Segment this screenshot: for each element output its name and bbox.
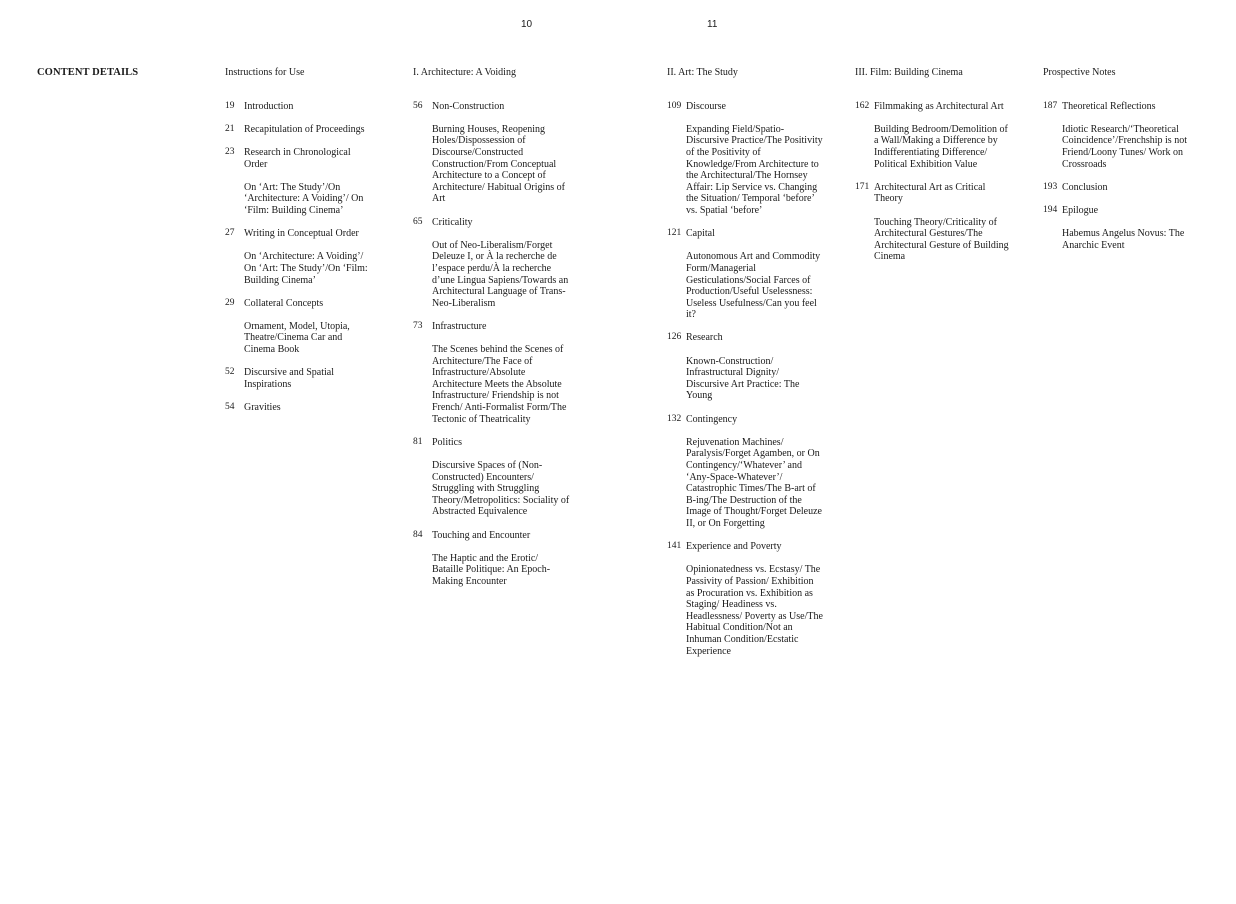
toc-entry (413, 217, 570, 310)
entry-title: Theoretical Reflections (1062, 100, 1156, 112)
toc-entry (413, 101, 570, 205)
entry-subtopics: Opinionatedness vs. Ecstasy/ The Passivity of Passion/ Exhibition as Procuration vs. Exhibition as Staging/ Headiness vs. Headlessness/ Poverty as Use/The Habitual Condition/Not an Inhuman Condition/Ecstatic Experience (686, 564, 823, 657)
entry-subtopics: Out of Neo-Liberalism/Forget Deleuze I, or À la recherche de l’espace perdu/À la recherche d’une Lingua Sapiens/Towards an Architectural Language of Trans-Neo-Liberalism (432, 239, 569, 309)
toc-entry (667, 541, 824, 657)
entry-subtopics: Known-Construction/ Infrastructural Dignity/ Discursive Art Practice: The Young (686, 355, 800, 402)
toc-entry (1043, 205, 1198, 251)
entry-title: Filmmaking as Architectural Art (874, 100, 1004, 112)
toc-entry (225, 402, 375, 414)
entry-title: Infrastructure (432, 320, 487, 332)
toc-column (1043, 67, 1198, 263)
page-number-left: 10 (521, 19, 533, 30)
entry-subtopics: Rejuvenation Machines/ Paralysis/Forget Agamben, or On Contingency/‘Whatever’ and ‘Any-Space-Whatever’/ Catastrophic Times/The B-art of B-ing/The Destruction of the Image of Thought/Forget Deleuze II, or On Forgetting (686, 436, 822, 529)
entry-subtopics: Touching Theory/Criticality of Architectural Gestures/The Architectural Gesture of Building Cinema (874, 216, 1009, 263)
entry-page-number: 65 (413, 216, 423, 227)
entry-title: Collateral Concepts (244, 297, 324, 309)
entry-subtopics: The Haptic and the Erotic/ Bataille Politique: An Epoch-Making Encounter (432, 552, 551, 587)
entry-page-number: 81 (413, 436, 423, 447)
entry-page-number: 21 (225, 123, 235, 134)
entry-page-number: 23 (225, 146, 235, 157)
toc-column (225, 67, 375, 425)
entry-page-number: 194 (1043, 204, 1058, 215)
entry-title: Capital (686, 228, 715, 240)
entry-page-number: 141 (667, 541, 682, 552)
entry-title: Conclusion (1062, 181, 1108, 193)
page-number-right: 11 (707, 19, 718, 30)
entry-page-number: 19 (225, 100, 235, 111)
entry-page-number: 132 (667, 413, 682, 424)
toc-entry (667, 228, 824, 321)
toc-entry (413, 530, 570, 588)
toc-entry (225, 147, 375, 217)
toc-entry (667, 101, 824, 217)
entry-subtopics: Autonomous Art and Commodity Form/Managerial Gesticulations/Social Farces of Production/Useful Uselessness: Useless Usefulness/Can you feel it? (686, 251, 821, 321)
section-heading: Prospective Notes (1043, 67, 1116, 78)
entry-title: Gravities (244, 402, 281, 414)
entry-title: Writing in Conceptual Order (244, 228, 359, 240)
toc-entry (413, 321, 570, 425)
entry-subtopics: Ornament, Model, Utopia, Theatre/Cinema Car and Cinema Book (244, 320, 350, 356)
toc-entry (413, 437, 570, 518)
entry-page-number: 52 (225, 367, 235, 378)
entry-title: Research in Chronological Order (244, 146, 351, 170)
entry-subtopics: Burning Houses, Reopening Holes/Dispossession of Discourse/Constructed Construction/From Conceptual Architecture to a Concept of Architecture/ Habitual Origins of Art (432, 123, 566, 205)
toc-entry (855, 101, 1012, 171)
entry-subtopics: Habemus Angelus Novus: The Anarchic Event (1062, 228, 1185, 251)
entry-page-number: 73 (413, 320, 423, 331)
entry-page-number: 193 (1043, 181, 1058, 192)
entry-title: Politics (432, 436, 463, 448)
entry-page-number: 109 (667, 100, 682, 111)
entry-page-number: 187 (1043, 100, 1058, 111)
section-heading: II. Art: The Study (667, 67, 738, 78)
entry-title: Introduction (244, 100, 294, 112)
toc-entry (225, 298, 375, 356)
toc-entry (1043, 101, 1198, 171)
entry-title: Touching and Encounter (432, 529, 531, 541)
toc-column (667, 67, 824, 669)
section-heading: I. Architecture: A Voiding (413, 67, 516, 78)
entry-title: Experience and Poverty (686, 541, 782, 553)
entry-title: Discursive and Spatial Inspirations (244, 367, 334, 390)
entry-subtopics: Expanding Field/Spatio-Discursive Practice/The Positivity of the Positivity of Knowledge/From Architecture to the Architectural/The Hornsey Affair: Lip Service vs. Changing the Situation/ Temporal ‘before’ vs. Spatial ‘before’ (686, 123, 823, 216)
entry-page-number: 56 (413, 100, 423, 111)
toc-entry (225, 124, 375, 136)
entry-title: Research (686, 332, 723, 344)
toc-entry (225, 101, 375, 113)
entry-subtopics: On ‘Art: The Study’/On ‘Architecture: A Voiding’/ On ‘Film: Building Cinema’ (244, 181, 364, 216)
entry-title: Architectural Art as Critical Theory (874, 181, 986, 205)
entry-page-number: 162 (855, 100, 870, 111)
toc-entry (225, 367, 375, 390)
entry-title: Epilogue (1062, 204, 1099, 216)
section-heading: III. Film: Building Cinema (855, 67, 963, 78)
entry-subtopics: Idiotic Research/‘Theoretical Coincidence’/Frenchship is not Friend/Loony Tunes/ Work on Crossroads (1062, 123, 1187, 170)
entry-page-number: 29 (225, 297, 235, 308)
entry-title: Recapitulation of Proceedings (244, 123, 365, 135)
toc-entry (667, 332, 824, 402)
section-heading: Instructions for Use (225, 67, 305, 78)
entry-subtopics: Building Bedroom/Demolition of a Wall/Making a Difference by Indifferentiating Difference/ Political Exhibition Value (874, 123, 1008, 170)
entry-title: Contingency (686, 413, 738, 425)
entry-page-number: 171 (855, 181, 870, 192)
entry-page-number: 84 (413, 529, 423, 540)
toc-entry (225, 228, 375, 286)
entry-subtopics: On ‘Architecture: A Voiding’/ On ‘Art: The Study’/On ‘Film: Building Cinema’ (244, 251, 368, 286)
toc-column (413, 67, 570, 599)
entry-title: Non-Construction (432, 100, 505, 112)
entry-page-number: 54 (225, 402, 235, 413)
toc-entry (855, 182, 1012, 263)
entry-page-number: 121 (667, 228, 682, 239)
toc-entry (667, 414, 824, 530)
entry-page-number: 126 (667, 332, 682, 343)
toc-entry (1043, 182, 1198, 194)
entry-subtopics: Discursive Spaces of (Non-Constructed) Encounters/ Struggling with Struggling Theory/Metropolitics: Sociality of Abstracted Equivalence (432, 460, 570, 518)
page-title: CONTENT DETAILS (37, 67, 139, 78)
entry-subtopics: The Scenes behind the Scenes of Architecture/The Face of Infrastructure/Absolute Architecture Meets the Absolute Infrastructure/ Friendship is not French/ Anti-Formalist Form/The Tectonic of Theatricality (432, 344, 567, 425)
toc-column (855, 67, 1012, 275)
entry-title: Discourse (686, 100, 726, 112)
entry-title: Criticality (432, 216, 473, 228)
entry-page-number: 27 (225, 228, 235, 239)
